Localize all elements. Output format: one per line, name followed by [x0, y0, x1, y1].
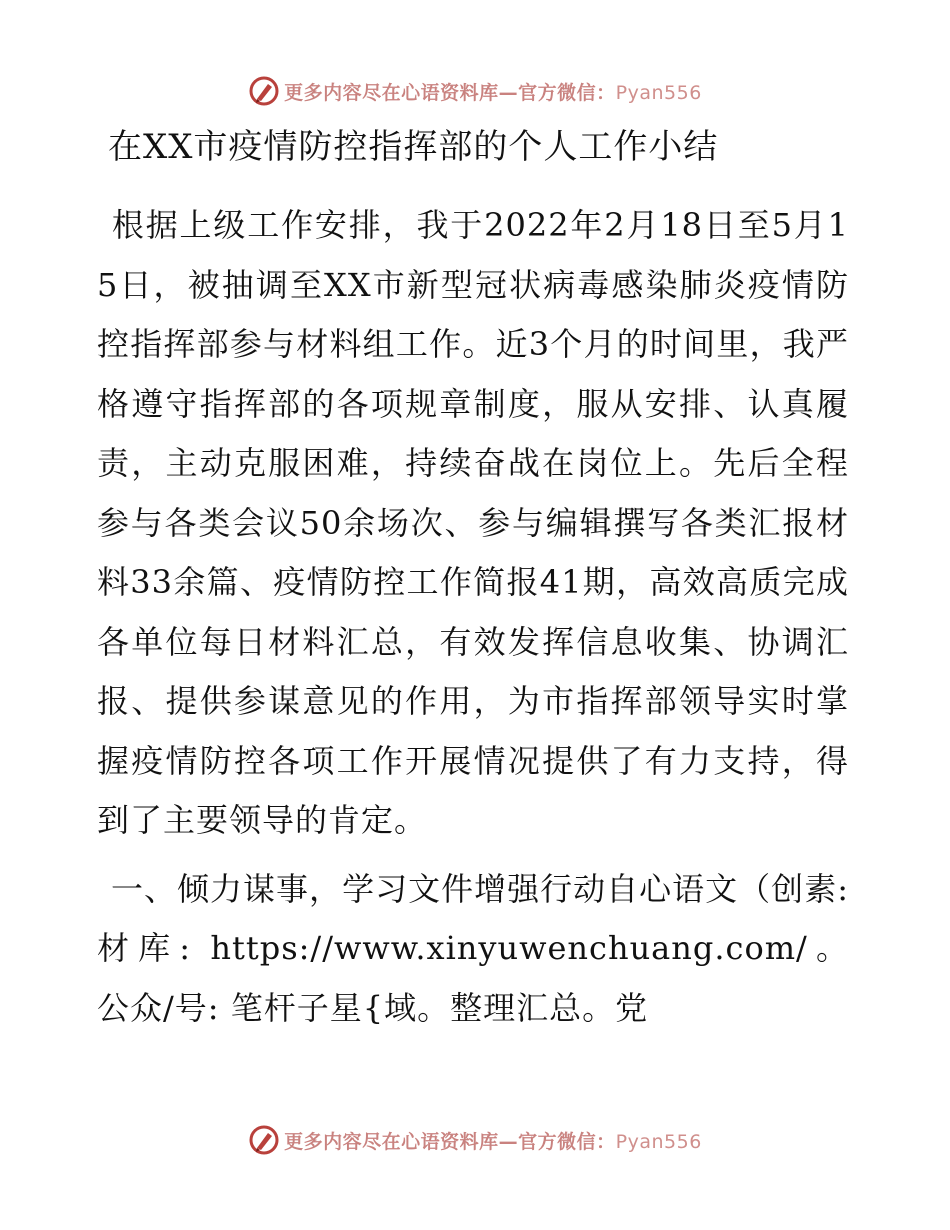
watermark-text: 更多内容尽在心语资料库—官方微信：Pyan556 [284, 1130, 702, 1153]
document-body [97, 196, 849, 1038]
section-heading-paragraph: 一、倾力谋事，学习文件增强行动自心语文（创素:材库: https://www.xinyuwenchuang.com/。公众/号: 笔杆子星{域。整理汇总。党 [97, 869, 849, 1027]
pen-logo-icon [248, 1124, 280, 1156]
watermark-handle: Pyan556 [615, 81, 702, 104]
watermark-banner-top [0, 71, 950, 111]
pen-logo-icon [248, 75, 280, 107]
watermark-banner-bottom [0, 1120, 950, 1160]
body-paragraph: 根据上级工作安排，我于2022年2月18日至5月15日，被抽调至XX市新型冠状病毒感染肺炎疫情防控指挥部参与材料组工作。近3个月的时间里，我严格遵守指挥部的各项规章制度，服从安排、认真履责，主动克服困难，持续奋战在岗位上。先后全程参与各类会议50余场次、参与编辑撰写各类汇报材料33余篇、疫情防控工作简报41期，高效高质完成各单位每日材料汇总，有效发挥信息收集、协调汇报、提供参谋意见的作用，为市指挥部领导实时掌握疫情防控各项工作开展情况提供了有力支持，得到了主要领导的肯定。 [97, 206, 849, 839]
watermark-text: 更多内容尽在心语资料库—官方微信：Pyan556 [284, 81, 702, 104]
document-title: 在XX市疫情防控指挥部的个人工作小结 [108, 127, 719, 167]
watermark-handle: Pyan556 [615, 1130, 702, 1153]
